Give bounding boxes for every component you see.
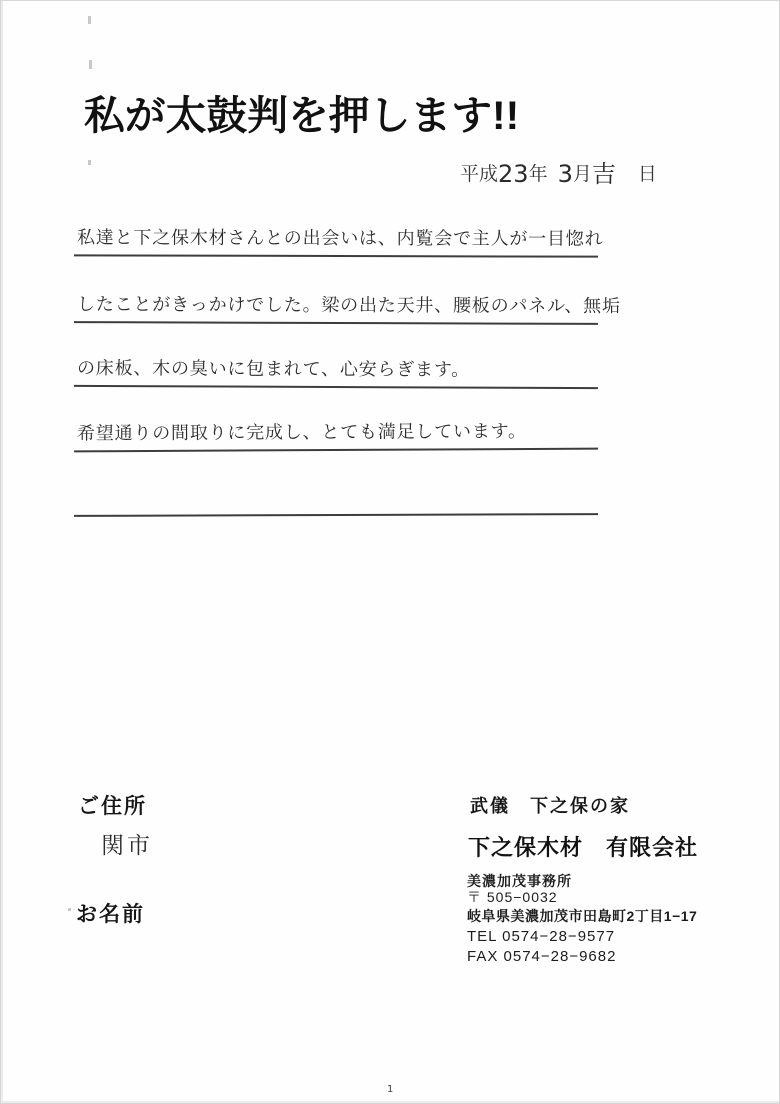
date-line <box>460 156 657 188</box>
company-postal-code: 〒 505−0032 <box>467 889 558 905</box>
testimonial-line-1: 私達と下之保木材さんとの出会いは、内覧会で主人が一目惚れ <box>74 223 598 257</box>
name-label: お名前 <box>76 903 145 926</box>
date-year-unit: 年 <box>528 164 548 185</box>
address-value-handwritten: 関市 <box>101 833 153 859</box>
scan-artifact <box>88 16 91 24</box>
scan-artifact <box>89 60 92 69</box>
date-day-unit: 日 <box>637 164 657 185</box>
company-tel: TEL 0574−28−9577 <box>467 928 616 945</box>
date-year-handwritten: 23 <box>498 160 529 188</box>
date-month-unit: 月 <box>572 164 592 185</box>
scan-artifact <box>88 160 91 165</box>
company-fax: FAX 0574−28−9682 <box>467 948 617 965</box>
testimonial-line-2: したことがきっかけでした。梁の出た天井、腰板のパネル、無垢 <box>74 290 598 325</box>
scan-artifact <box>68 908 71 911</box>
page-title: 私が太鼓判を押します!! <box>84 94 520 138</box>
testimonial-line-5-empty <box>74 482 598 517</box>
date-month-handwritten: 3 <box>557 160 573 188</box>
company-name: 下之保木材 有限会社 <box>468 835 699 860</box>
company-brand: 武儀 下之保の家 <box>470 796 630 816</box>
testimonial-line-3: の床板、木の臭いに包まれて、心安らぎます。 <box>74 354 598 389</box>
company-address: 岐阜県美濃加茂市田島町2丁目1−17 <box>467 908 698 924</box>
address-label: ご住所 <box>78 795 147 818</box>
date-era-label: 平成 <box>460 164 499 185</box>
company-office: 美濃加茂事務所 <box>467 873 572 889</box>
company-contact-block <box>467 873 697 967</box>
page-number-mark: 1 <box>387 1084 394 1095</box>
testimonial-line-4: 希望通りの間取りに完成し、とても満足しています。 <box>74 417 598 453</box>
date-day-handwritten: 吉 <box>591 160 616 188</box>
